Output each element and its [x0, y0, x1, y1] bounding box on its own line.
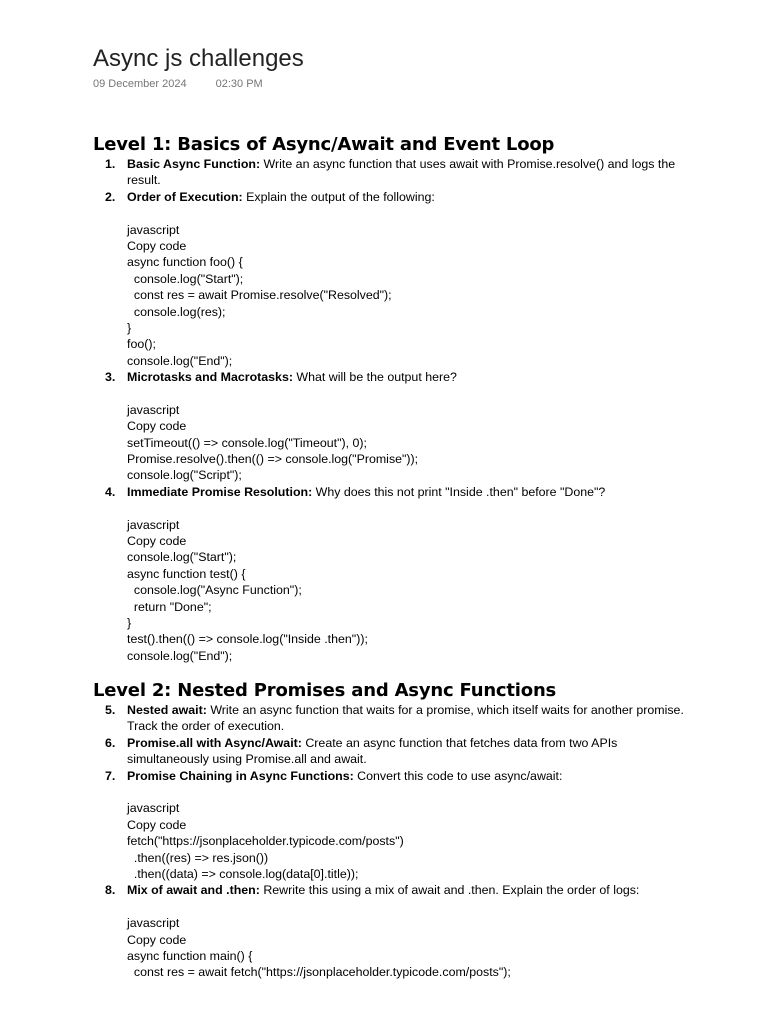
code-line: async function test() {: [127, 566, 246, 581]
code-line: javascript: [127, 517, 180, 532]
code-block[interactable]: [127, 222, 693, 370]
challenge-description: Convert this code to use async/await:: [353, 768, 563, 783]
challenge-description: Write an async function that uses await with Promise.resolve() and logs the result.: [127, 157, 676, 188]
list-number: 2.: [105, 189, 116, 204]
code-block[interactable]: [127, 402, 693, 484]
challenge-text[interactable]: [127, 189, 693, 205]
page-title[interactable]: Async js challenges: [93, 45, 304, 72]
challenge-text[interactable]: [127, 369, 693, 385]
challenge-label: Nested await:: [127, 703, 207, 717]
challenge-item: [93, 768, 693, 883]
page-time: 02:30 PM: [215, 78, 263, 90]
list-number: 8.: [105, 883, 116, 898]
list-number: 6.: [105, 735, 116, 750]
challenge-description: What will be the output here?: [292, 370, 457, 385]
section-heading: Level 1: Basics of Async/Await and Event Loop: [93, 134, 555, 155]
challenge-label: Microtasks and Macrotasks:: [127, 370, 293, 385]
section-level-1: [93, 134, 693, 664]
challenge-description: Why does this not print "Inside .then" before "Done"?: [312, 484, 606, 499]
challenge-item: [93, 735, 693, 768]
code-line: javascript: [127, 222, 180, 237]
section-heading: Level 2: Nested Promises and Async Functions: [93, 680, 557, 701]
code-line: setTimeout(() => console.log("Timeout"), 0);: [127, 435, 367, 450]
code-line: test().then(() => console.log("Inside .then"));: [127, 632, 368, 647]
code-line: .then((res) => res.json()): [127, 850, 269, 865]
challenge-label: Basic Async Function:: [127, 157, 261, 171]
challenge-item: [93, 369, 693, 484]
challenge-text[interactable]: [127, 735, 693, 768]
code-line: javascript: [127, 402, 180, 417]
challenge-label: Immediate Promise Resolution:: [127, 484, 313, 499]
section-level-2: [93, 680, 693, 981]
code-line: console.log("Script");: [127, 468, 242, 483]
code-line: .then((data) => console.log(data[0].title));: [127, 866, 359, 881]
code-line: javascript: [127, 801, 180, 816]
challenge-item: [93, 882, 693, 980]
code-line: async function main() {: [127, 948, 253, 963]
challenge-text[interactable]: [127, 156, 693, 189]
code-line: foo();: [127, 337, 156, 352]
code-line: console.log(res);: [127, 304, 226, 319]
code-line: console.log("Start");: [127, 271, 244, 286]
note-page: [93, 44, 693, 980]
challenge-text[interactable]: [127, 768, 693, 784]
challenge-item: [93, 484, 693, 664]
challenge-item: [93, 189, 693, 369]
challenge-description: Rewrite this using a mix of await and .then. Explain the order of logs:: [259, 883, 640, 898]
code-line: console.log("End");: [127, 648, 233, 663]
code-line: fetch("https://jsonplaceholder.typicode.com/posts"): [127, 834, 404, 849]
challenge-label: Promise.all with Async/Await:: [127, 735, 302, 750]
code-line: }: [127, 320, 132, 335]
page-date: 09 December 2024: [93, 78, 187, 90]
code-line: return "Done";: [127, 599, 212, 614]
code-line: const res = await fetch("https://jsonplaceholder.typicode.com/posts");: [127, 965, 511, 980]
code-line: console.log("Async Function");: [127, 583, 302, 598]
code-line: Copy code: [127, 534, 187, 549]
challenge-text[interactable]: [127, 484, 693, 500]
list-number: 7.: [105, 768, 116, 783]
code-block[interactable]: [127, 800, 693, 882]
code-line: console.log("Start");: [127, 550, 237, 565]
challenge-label: Mix of await and .then:: [127, 883, 260, 898]
challenge-item: [93, 702, 693, 735]
code-line: Copy code: [127, 932, 187, 947]
code-line: console.log("End");: [127, 353, 233, 368]
code-block[interactable]: [127, 517, 693, 665]
code-line: async function foo() {: [127, 255, 243, 270]
code-line: Promise.resolve().then(() => console.log("Promise"));: [127, 452, 419, 467]
code-line: javascript: [127, 916, 180, 931]
list-number: 1.: [105, 157, 116, 171]
code-line: }: [127, 616, 132, 631]
code-line: Copy code: [127, 817, 187, 832]
challenge-text[interactable]: [127, 882, 693, 898]
code-line: Copy code: [127, 419, 187, 434]
challenge-label: Promise Chaining in Async Functions:: [127, 768, 354, 783]
list-number: 5.: [105, 703, 116, 717]
list-number: 3.: [105, 370, 116, 385]
challenge-list: [93, 702, 693, 981]
challenge-list: [93, 156, 693, 664]
challenge-text[interactable]: [127, 702, 693, 735]
challenge-item: [93, 156, 693, 189]
challenge-description: Explain the output of the following:: [242, 189, 435, 204]
list-number: 4.: [105, 484, 116, 499]
code-line: const res = await Promise.resolve("Resolved");: [127, 288, 392, 303]
challenge-description: Write an async function that waits for a promise, which itself waits for another promise. Track the order of execution.: [127, 703, 684, 734]
challenge-description: Create an async function that fetches data from two APIs simultaneously using Promise.all and await.: [127, 735, 618, 767]
code-block[interactable]: [127, 915, 693, 981]
page-meta: [93, 78, 693, 92]
challenge-label: Order of Execution:: [127, 189, 243, 204]
code-line: Copy code: [127, 239, 187, 253]
